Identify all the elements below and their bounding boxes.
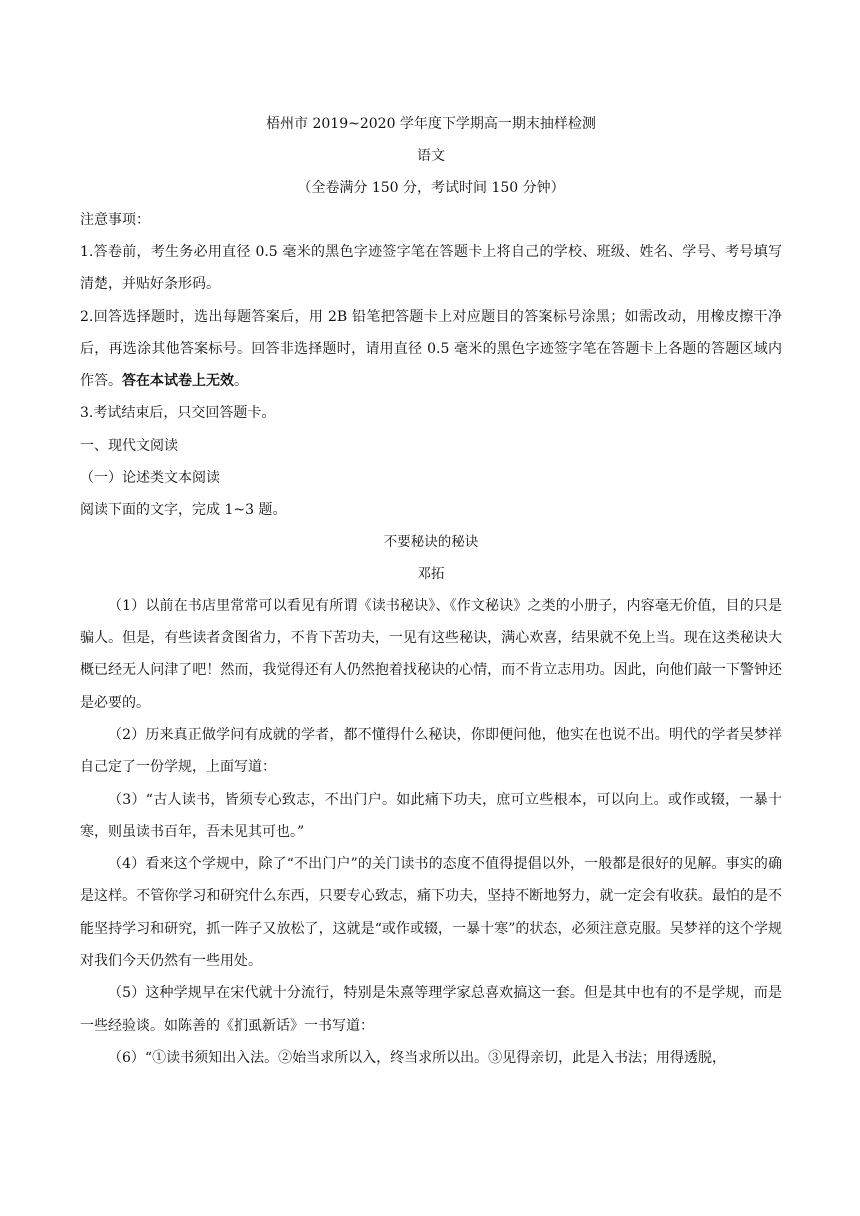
article-author: 邓拓 [417, 565, 445, 582]
article-paragraph-6: （6）“①读书须知出入法。②始当求所以入，终当求所以出。③见得亲切，此是入书法；用得透脱， [108, 1049, 727, 1066]
article-paragraph-4: （4）看来这个学规中，除了“不出门户”的关门读书的态度不值得提倡以外，一般都是很好的见解。事实的确是这样。不管你学习和研究什么东西，只要专心致志，痛下功夫，坚持不断地努力，就一定会有收获。最怕的是不能坚持学习和研究，抓一阵子又放松了，这就是“或作或辍，一暴十寒”的状态，必须注意克服。吴梦祥的这个学规对我们今天仍然有一些用处。 [80, 856, 782, 970]
exam-subject: 语文 [417, 148, 445, 164]
reading-instruction: 阅读下面的文字，完成 1~3 题。 [80, 501, 287, 518]
section-heading: 一、现代文阅读 [80, 437, 178, 454]
notice-item-2-text: 2.回答选择题时，选出每题答案后，用 2B 铅笔把答题卡上对应题目的答案标号涂黑；如需改动，用橡皮擦干净后，再选涂其他答案标号。回答非选择题时，请用直径 0.5 毫米的黑色字迹签字笔在答题卡上各题的答题区域内作答。 [80, 308, 782, 390]
notice-item-2 [80, 301, 782, 398]
article-paragraph-5: （5）这种学规早在宋代就十分流行，特别是朱熹等理学家总喜欢搞这一套。但是其中也有的不是学规，而是一些经验谈。如陈善的《扪虱新话》一书写道： [80, 985, 782, 1034]
article-paragraph-3: （3）“古人读书，皆须专心致志，不出门户。如此痛下功夫，庶可立些根本，可以向上。或作或辍，一暴十寒，则虽读书百年，吾未见其可也。” [80, 791, 782, 840]
exam-full-mark: （全卷满分 150 分，考试时间 150 分钟） [297, 180, 565, 196]
article-paragraph-1: （1）以前在书店里常常可以看见有所谓《读书秘诀》、《作文秘诀》之类的小册子，内容毫无价值，目的只是骗人。但是，有些读者贪图省力，不肯下苦功夫，一见有这些秘诀，满心欢喜，结果就不免上当。现在这类秘诀大概已经无人问津了吧！然而，我觉得还有人仍然抱着找秘诀的心情，而不肯立志用功。因此，向他们敲一下警钟还是必要的。 [80, 597, 782, 711]
notice-item-2-end: 。 [234, 373, 248, 390]
notice-item-2-bold: 答在本试卷上无效 [122, 373, 234, 390]
notice-heading: 注意事项： [80, 212, 150, 228]
notice-item-3: 3.考试结束后，只交回答题卡。 [80, 405, 276, 422]
article-title: 不要秘诀的秘诀 [383, 533, 479, 550]
subsection-heading: （一）论述类文本阅读 [80, 469, 220, 486]
notice-item-1: 1.答卷前，考生务必用直径 0.5 毫米的黑色字迹签字笔在答题卡上将自己的学校、班级、姓名、学号、考号填写清楚，并贴好条形码。 [80, 244, 782, 293]
article-paragraph-2: （2）历来真正做学问有成就的学者，都不懂得什么秘诀，你即便问他，他实在也说不出。明代的学者吴梦祥自己定了一份学规，上面写道： [80, 726, 782, 776]
exam-page [80, 108, 782, 1074]
exam-title: 梧州市 2019~2020 学年度下学期高一期末抽样检测 [266, 116, 596, 132]
